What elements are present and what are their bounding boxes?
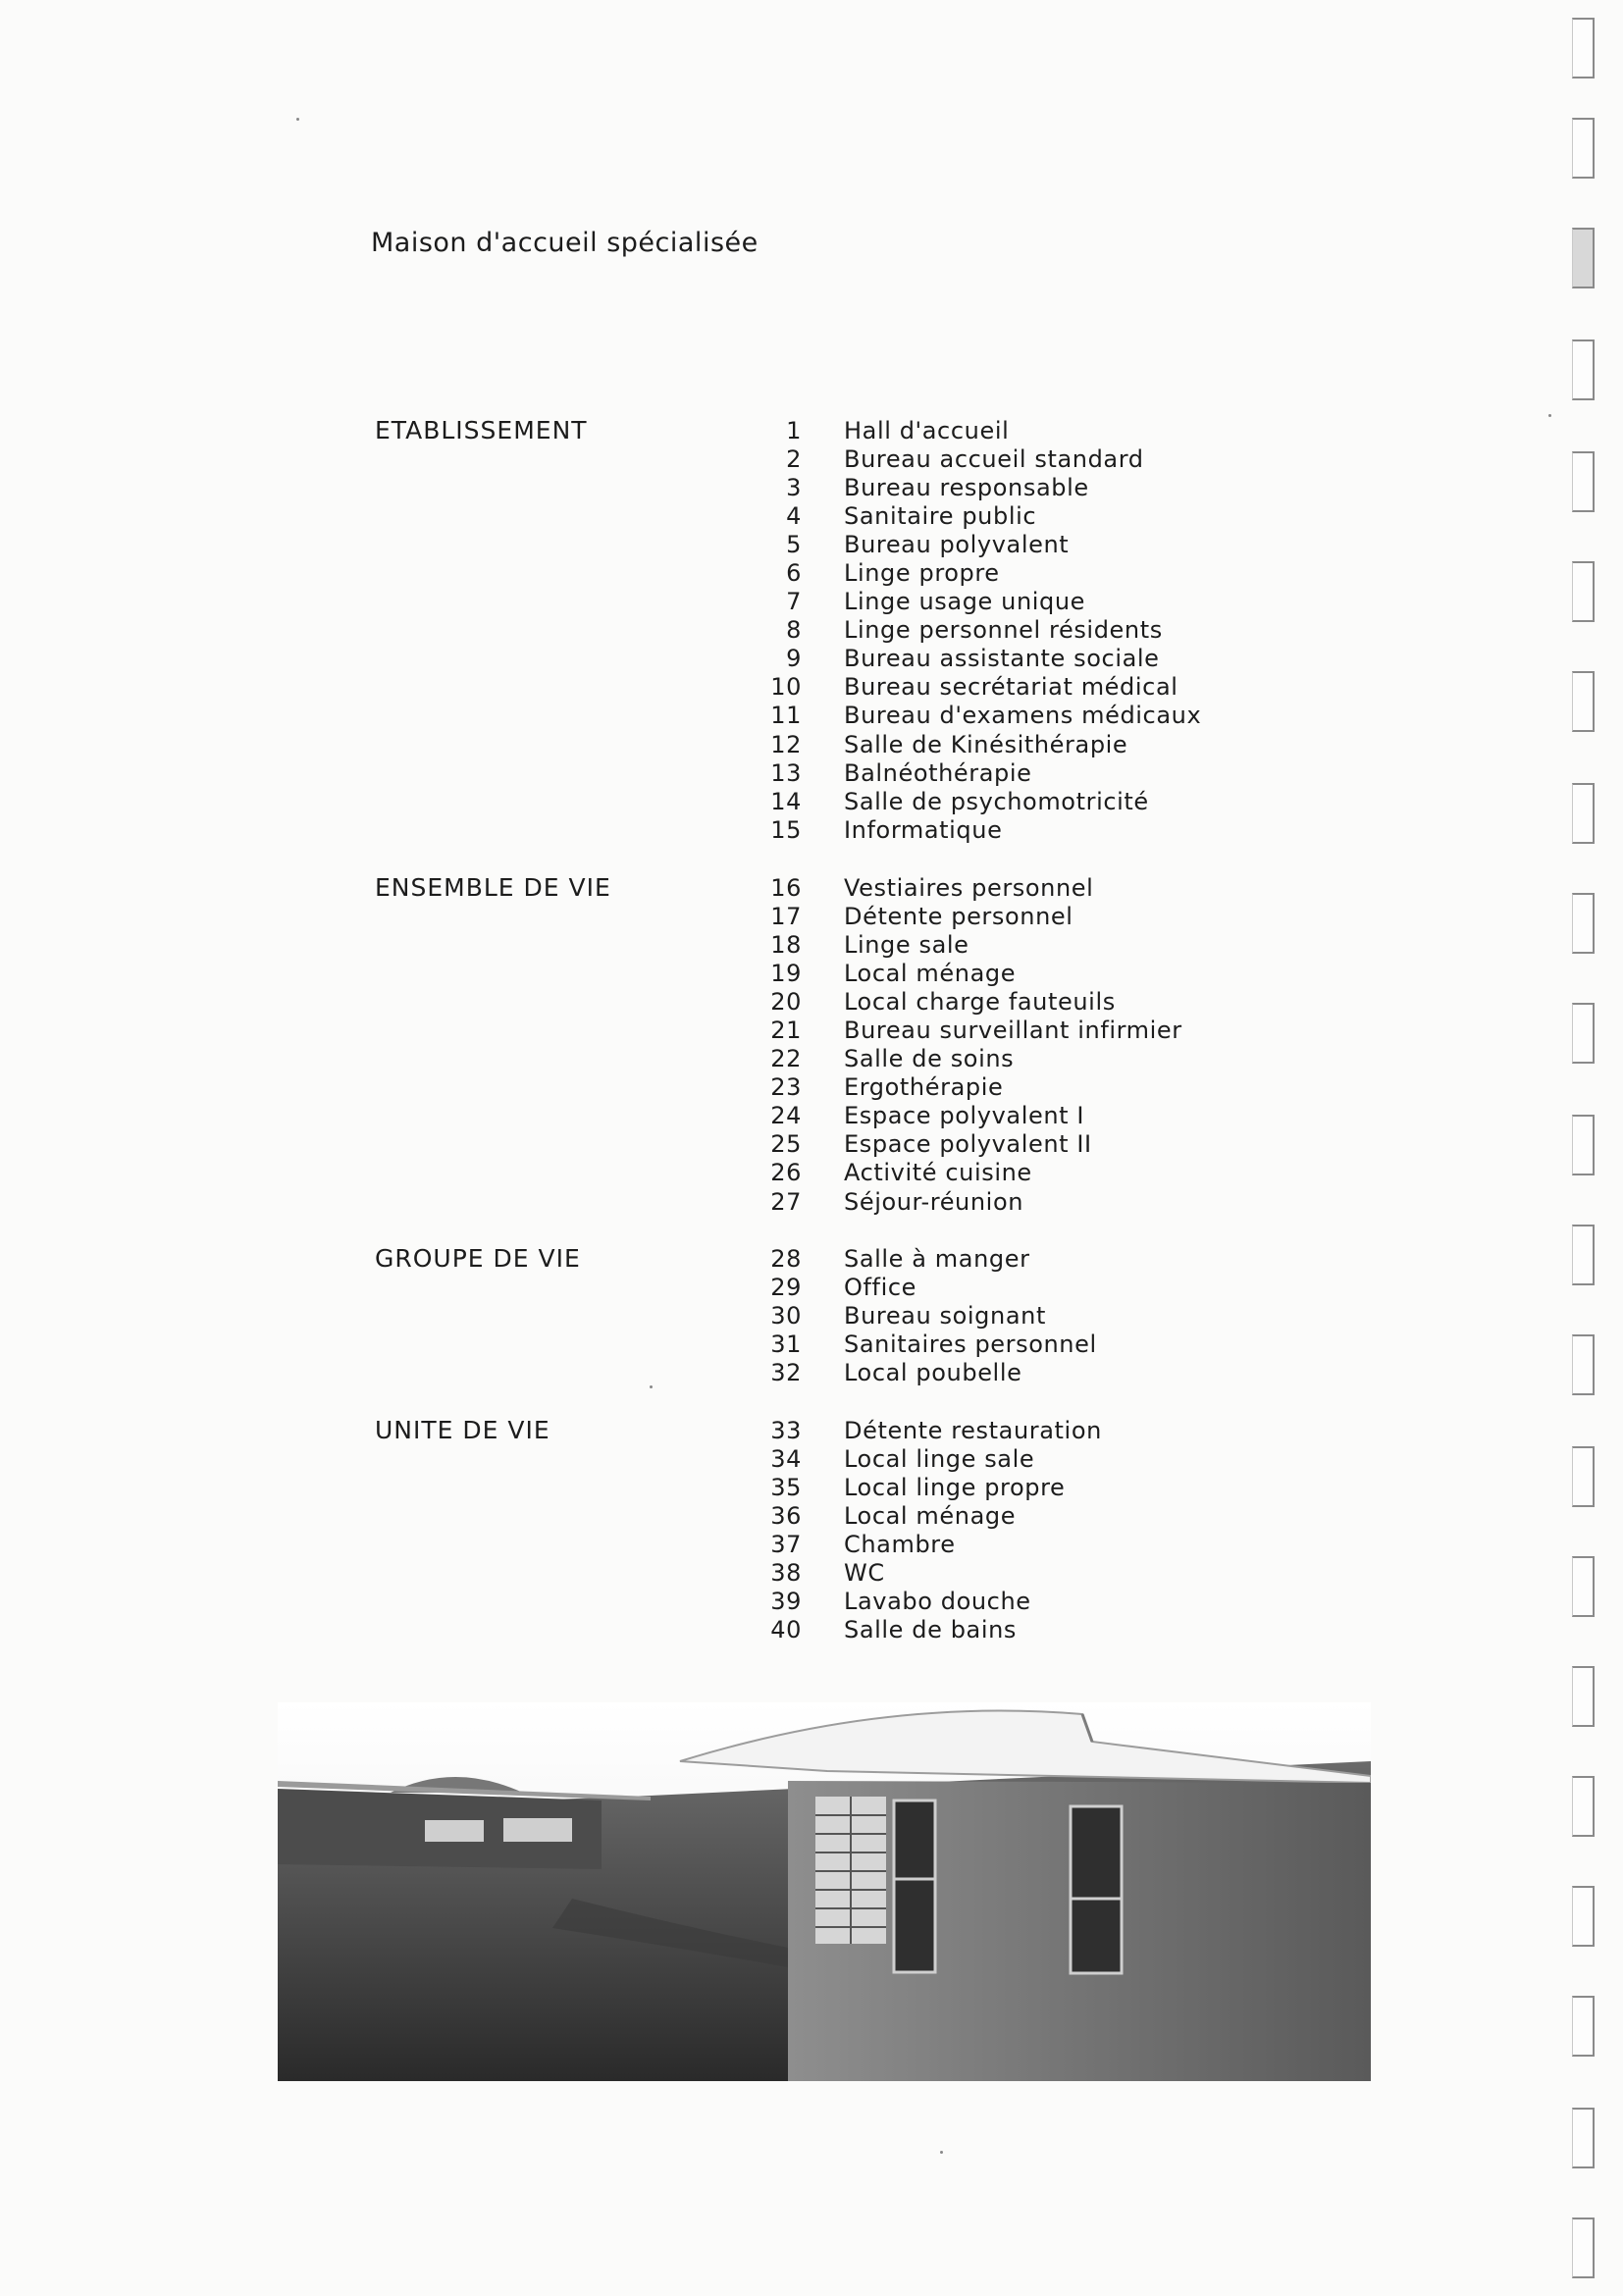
room-item: [756, 902, 1182, 930]
room-name: Vestiaires personnel: [844, 873, 1094, 902]
room-number: 24: [770, 1102, 802, 1130]
room-item: [756, 1073, 1182, 1102]
room-item: [756, 787, 1201, 815]
room-name: Salle à manger: [844, 1244, 1030, 1273]
room-name: Détente personnel: [844, 902, 1073, 930]
room-number: 20: [770, 987, 802, 1016]
binder-tab: [1572, 561, 1595, 622]
binder-tab: [1572, 1886, 1595, 1947]
room-number: 28: [770, 1244, 802, 1273]
binder-tab: [1572, 1666, 1595, 1727]
room-name: Informatique: [844, 815, 1003, 844]
room-item: [756, 1159, 1182, 1187]
binder-tab: [1572, 451, 1595, 512]
binder-tab: [1572, 2218, 1595, 2278]
room-number: 21: [770, 1017, 802, 1045]
room-number: 40: [770, 1616, 802, 1644]
room-number: 17: [770, 902, 802, 930]
binder-tab: [1572, 1334, 1595, 1395]
binder-tab: [1572, 1115, 1595, 1175]
room-name: Espace polyvalent I: [844, 1102, 1085, 1130]
room-name: Linge propre: [844, 559, 1000, 588]
room-name: Local linge sale: [844, 1444, 1035, 1473]
binder-tab: [1572, 228, 1595, 288]
room-number: 16: [770, 873, 802, 902]
room-item: [756, 1102, 1182, 1130]
section-label: ETABLISSEMENT: [375, 416, 588, 444]
room-item: [756, 1473, 1102, 1501]
building-photo: [278, 1702, 1371, 2081]
room-name: Lavabo douche: [844, 1588, 1031, 1616]
room-number: 4: [786, 501, 802, 530]
room-number: 6: [786, 559, 802, 588]
room-number: 10: [770, 673, 802, 702]
room-name: Local linge propre: [844, 1473, 1066, 1501]
binder-tab: [1572, 118, 1595, 179]
room-item: [756, 558, 1201, 587]
room-name: Espace polyvalent II: [844, 1130, 1092, 1159]
room-item: [756, 1588, 1102, 1616]
binder-tab: [1572, 1446, 1595, 1507]
room-name: Local ménage: [844, 959, 1017, 987]
room-name: Bureau secrétariat médical: [844, 673, 1178, 702]
room-name: Salle de bains: [844, 1616, 1018, 1644]
scan-speck: [940, 2151, 943, 2154]
binder-tab: [1572, 2108, 1595, 2168]
binder-tab: [1572, 1776, 1595, 1837]
room-name: Local charge fauteuils: [844, 987, 1116, 1016]
binder-tab: [1572, 1003, 1595, 1064]
binder-tab: [1572, 1225, 1595, 1285]
room-item: [756, 1130, 1182, 1159]
room-item: [756, 758, 1201, 787]
section-label: GROUPE DE VIE: [375, 1244, 581, 1273]
room-number: 23: [770, 1073, 802, 1102]
room-number: 37: [770, 1530, 802, 1558]
room-item: [756, 815, 1201, 844]
scan-speck: [650, 1385, 653, 1388]
room-number: 19: [770, 959, 802, 987]
room-name: Linge usage unique: [844, 588, 1086, 616]
room-item: [756, 1273, 1097, 1301]
room-name: Linge personnel résidents: [844, 616, 1163, 645]
room-name: Sanitaires personnel: [844, 1330, 1097, 1358]
binder-tab: [1572, 339, 1595, 400]
room-number: 13: [770, 758, 802, 787]
room-name: Détente restauration: [844, 1416, 1102, 1444]
room-name: Activité cuisine: [844, 1159, 1032, 1187]
section-label: UNITE DE VIE: [375, 1416, 550, 1444]
room-item: [756, 1330, 1097, 1358]
room-name: Salle de soins: [844, 1045, 1015, 1073]
room-name: Hall d'accueil: [844, 416, 1010, 444]
room-name: Salle de Kinésithérapie: [844, 730, 1128, 758]
page-title: Maison d'accueil spécialisée: [371, 228, 759, 258]
room-name: Chambre: [844, 1530, 956, 1558]
room-number: 1: [786, 416, 802, 444]
room-list: [756, 416, 1201, 844]
room-name: WC: [844, 1559, 885, 1588]
room-item: [756, 1444, 1102, 1473]
room-name: Bureau surveillant infirmier: [844, 1017, 1182, 1045]
room-item: [756, 530, 1201, 558]
room-item: [756, 1016, 1182, 1044]
room-name: Bureau soignant: [844, 1301, 1046, 1330]
room-number: 12: [770, 730, 802, 758]
room-number: 5: [786, 530, 802, 558]
room-number: 27: [770, 1187, 802, 1216]
room-item: [756, 473, 1201, 501]
binder-tab: [1572, 783, 1595, 844]
room-number: 25: [770, 1130, 802, 1159]
room-item: [756, 987, 1182, 1016]
room-name: Bureau responsable: [844, 473, 1089, 501]
room-item: [756, 616, 1201, 645]
room-item: [756, 1244, 1097, 1273]
room-number: 35: [770, 1473, 802, 1501]
scan-speck: [296, 118, 299, 121]
binder-tab: [1572, 1996, 1595, 2057]
room-item: [756, 416, 1201, 444]
room-item: [756, 1416, 1102, 1444]
room-number: 29: [770, 1273, 802, 1301]
room-number: 22: [770, 1045, 802, 1073]
room-number: 36: [770, 1501, 802, 1530]
room-item: [756, 1616, 1102, 1644]
room-number: 34: [770, 1444, 802, 1473]
binder-tab: [1572, 893, 1595, 954]
room-item: [756, 1301, 1097, 1330]
room-name: Balnéothérapie: [844, 758, 1032, 787]
room-name: Bureau assistante sociale: [844, 645, 1160, 673]
room-name: Linge sale: [844, 930, 969, 959]
room-name: Local ménage: [844, 1501, 1017, 1530]
room-item: [756, 930, 1182, 959]
room-item: [756, 1558, 1102, 1587]
room-item: [756, 873, 1182, 902]
room-item: [756, 730, 1201, 758]
room-number: 39: [770, 1588, 802, 1616]
scan-speck: [1548, 414, 1551, 417]
room-number: 2: [786, 444, 802, 473]
room-number: 11: [770, 702, 802, 730]
room-item: [756, 588, 1201, 616]
room-name: Bureau d'examens médicaux: [844, 702, 1202, 730]
room-item: [756, 444, 1201, 473]
room-number: 33: [770, 1416, 802, 1444]
binder-tab: [1572, 18, 1595, 78]
section-label: ENSEMBLE DE VIE: [375, 873, 611, 902]
room-name: Local poubelle: [844, 1358, 1022, 1386]
binder-tab: [1572, 1556, 1595, 1617]
room-number: 38: [770, 1559, 802, 1588]
room-item: [756, 1358, 1097, 1386]
room-number: 32: [770, 1358, 802, 1386]
room-number: 18: [770, 930, 802, 959]
room-list: [756, 1244, 1097, 1386]
room-name: Ergothérapie: [844, 1073, 1004, 1102]
room-number: 7: [786, 588, 802, 616]
room-number: 9: [786, 645, 802, 673]
room-name: Salle de psychomotricité: [844, 787, 1149, 815]
room-item: [756, 645, 1201, 673]
room-name: Séjour-réunion: [844, 1187, 1024, 1216]
room-number: 15: [770, 815, 802, 844]
binder-tab: [1572, 671, 1595, 732]
room-item: [756, 1187, 1182, 1216]
room-list: [756, 873, 1182, 1216]
room-item: [756, 1530, 1102, 1558]
room-name: Bureau polyvalent: [844, 530, 1070, 558]
room-item: [756, 959, 1182, 987]
binder-tabs: [1570, 0, 1599, 2296]
room-item: [756, 673, 1201, 702]
room-number: 3: [786, 473, 802, 501]
room-number: 26: [770, 1159, 802, 1187]
room-item: [756, 702, 1201, 730]
room-number: 31: [770, 1330, 802, 1358]
room-item: [756, 1501, 1102, 1530]
room-name: Bureau accueil standard: [844, 444, 1144, 473]
room-number: 30: [770, 1301, 802, 1330]
room-item: [756, 1045, 1182, 1073]
room-name: Office: [844, 1273, 917, 1301]
room-name: Sanitaire public: [844, 501, 1037, 530]
room-number: 14: [770, 787, 802, 815]
room-number: 8: [786, 616, 802, 645]
room-list: [756, 1416, 1102, 1644]
room-item: [756, 501, 1201, 530]
